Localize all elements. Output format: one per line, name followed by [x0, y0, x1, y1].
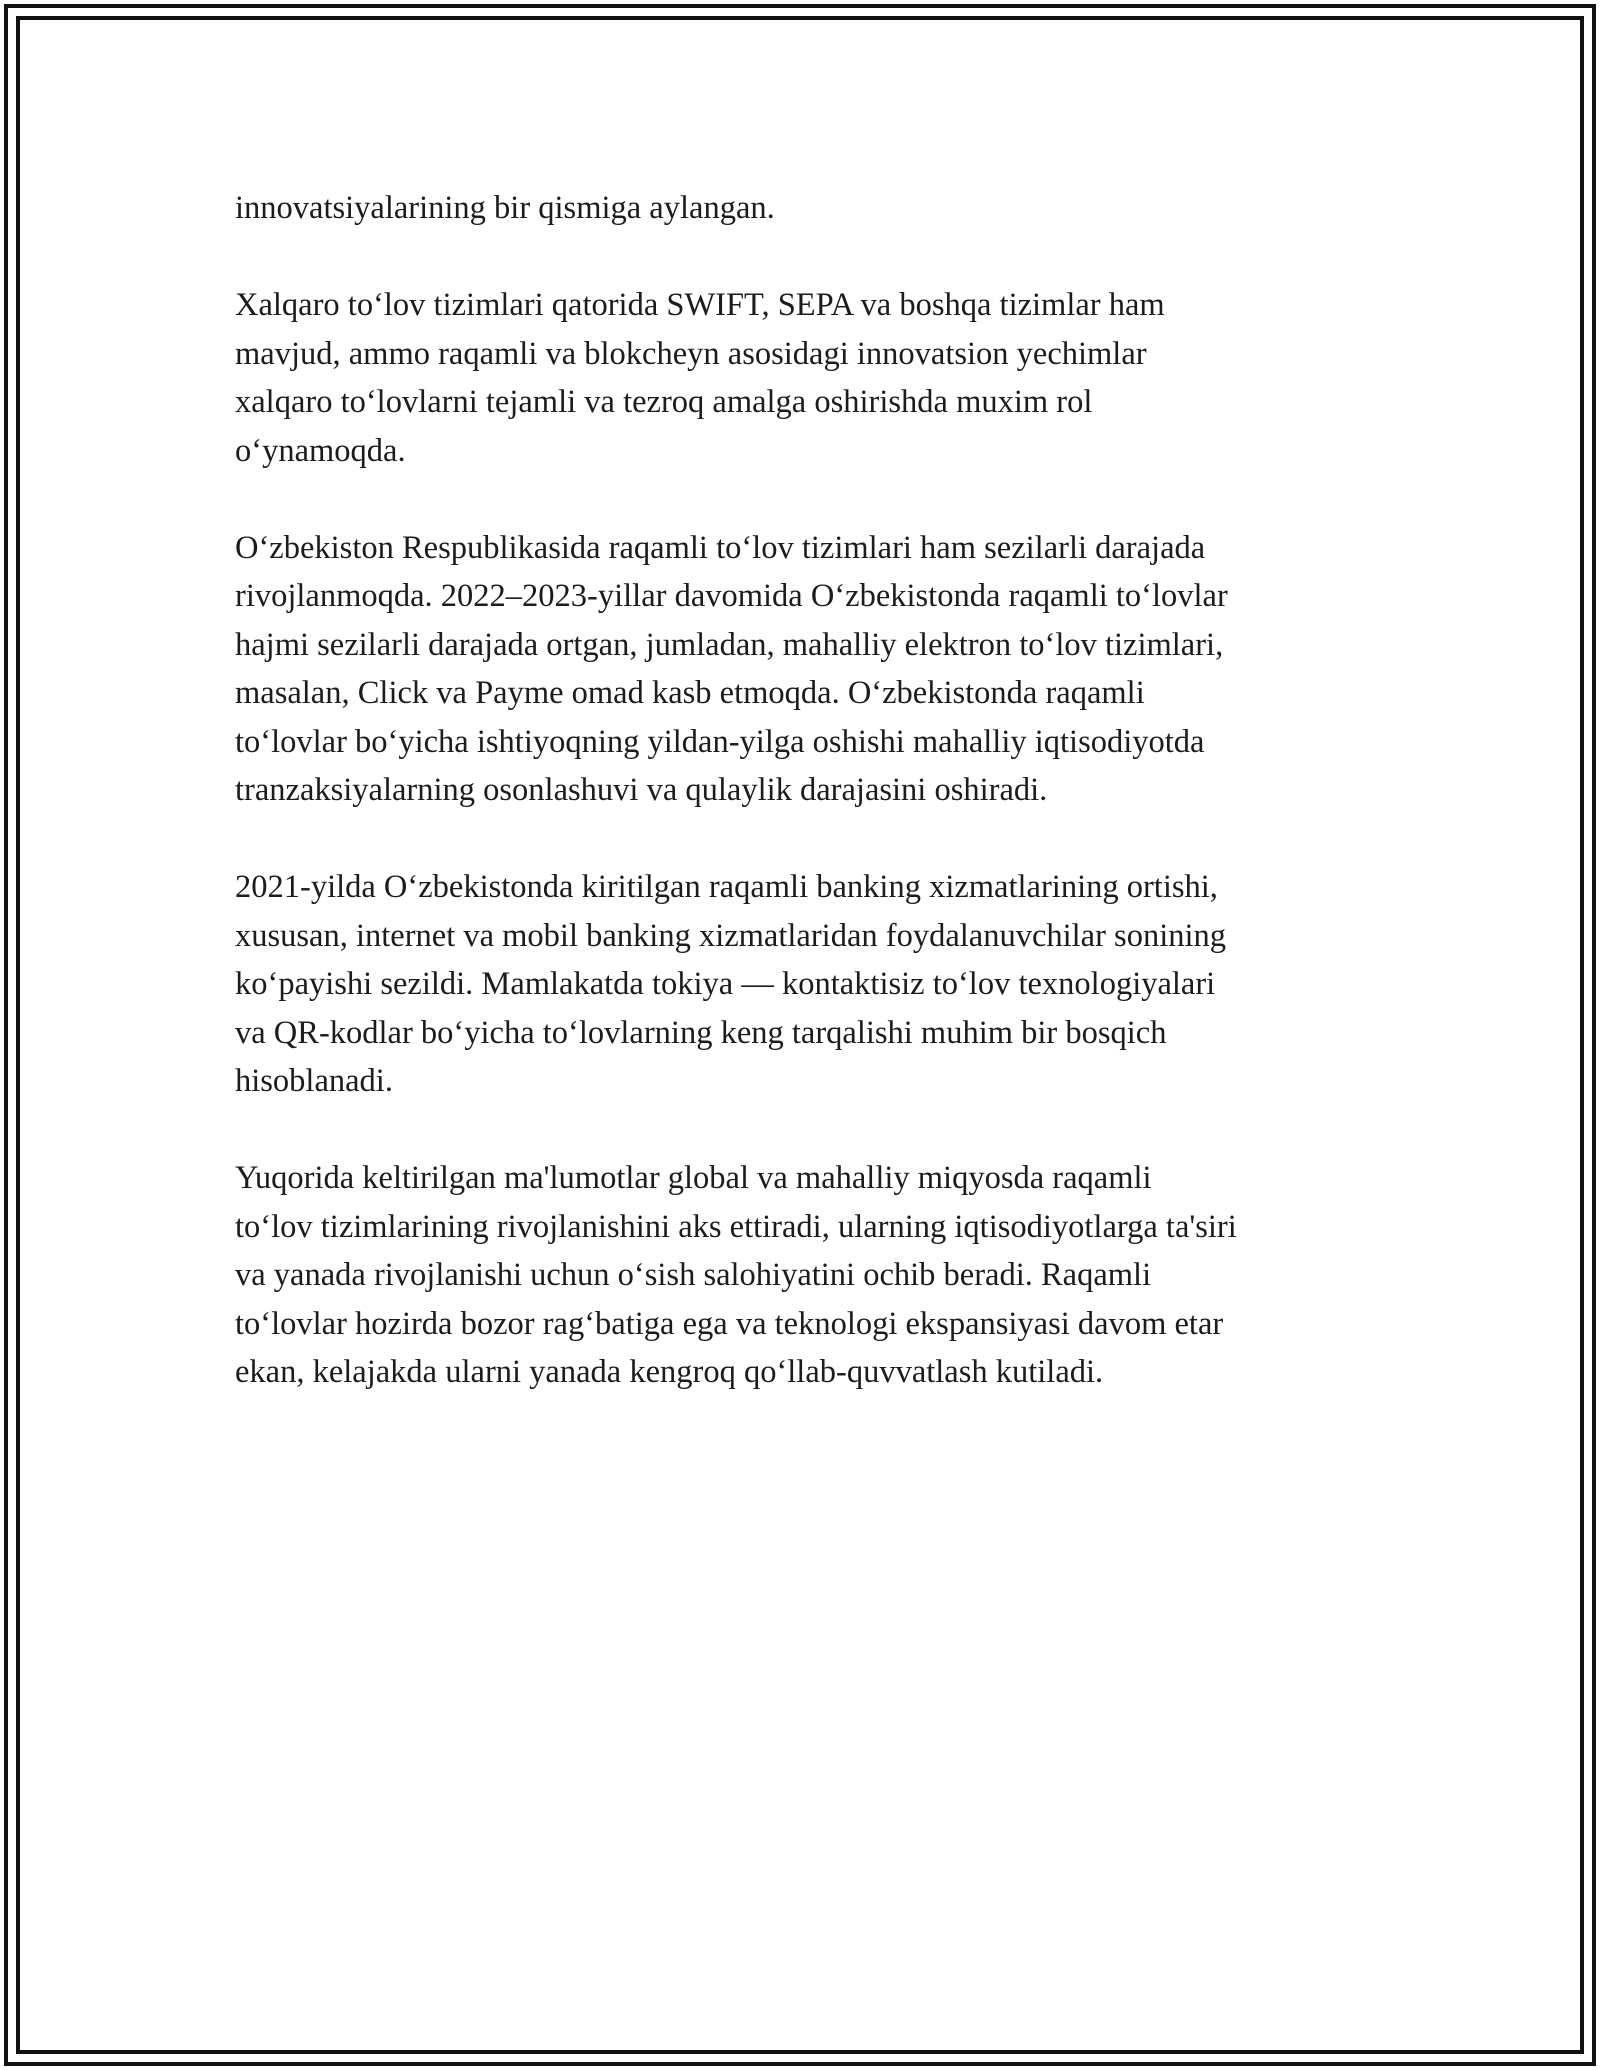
paragraph-4: [235, 863, 1385, 1106]
text-line: to‘lovlar hozirda bozor rag‘batiga ega va teknologi ekspansiyasi davom etar: [235, 1305, 1224, 1342]
text-line: o‘ynamoqda.: [235, 432, 406, 469]
text-line: xususan, internet va mobil banking xizmatlaridan foydalanuvchilar sonining: [235, 917, 1227, 954]
text-line: ekan, kelajakda ularni yanada kengroq qo‘llab-quvvatlash kutiladi.: [235, 1354, 1104, 1390]
text-line: Xalqaro to‘lov tizimlari qatorida SWIFT, SEPA va boshqa tizimlar ham: [235, 287, 1165, 323]
text-line: va QR-kodlar bo‘yicha to‘lovlarning keng tarqalishi muhim bir bosqich: [235, 1014, 1167, 1051]
text-line: hisoblanadi.: [235, 1063, 393, 1099]
text-line: to‘lov tizimlarining rivojlanishini aks ettiradi, ularning iqtisodiyotlarga ta'siri: [235, 1208, 1237, 1245]
document-body: [235, 184, 1385, 1445]
text-line: to‘lovlar bo‘yicha ishtiyoqning yildan-yilga oshishi mahalliy iqtisodiyotda: [235, 723, 1205, 760]
text-line: rivojlanmoqda. 2022–2023-yillar davomida O‘zbekistonda raqamli to‘lovlar: [235, 578, 1228, 614]
text-line: tranzaksiyalarning osonlashuvi va qulaylik darajasini oshiradi.: [235, 772, 1048, 808]
text-line: Yuqorida keltirilgan ma'lumotlar global va mahalliy miqyosda raqamli: [235, 1160, 1152, 1196]
paragraph-5: [235, 1154, 1385, 1397]
text-line: xalqaro to‘lovlarni tejamli va tezroq amalga oshirishda muxim rol: [235, 384, 1093, 420]
paragraph-1: [235, 184, 1385, 233]
text-line: O‘zbekiston Respublikasida raqamli to‘lov tizimlari ham sezilarli darajada: [235, 529, 1206, 566]
paragraph-3: [235, 524, 1385, 815]
paragraph-2: [235, 281, 1385, 475]
text-line: masalan, Click va Payme omad kasb etmoqda. O‘zbekistonda raqamli: [235, 675, 1145, 711]
text-line: va yanada rivojlanishi uchun o‘sish salohiyatini ochib beradi. Raqamli: [235, 1257, 1152, 1293]
text-line: 2021-yilda O‘zbekistonda kiritilgan raqamli banking xizmatlarining ortishi,: [235, 869, 1218, 905]
text-line: hajmi sezilarli darajada ortgan, jumladan, mahalliy elektron to‘lov tizimlari,: [235, 626, 1224, 663]
text-line: innovatsiyalarining bir qismiga aylangan.: [235, 190, 775, 226]
text-line: ko‘payishi sezildi. Mamlakatda tokiya — kontaktisiz to‘lov texnologiyalari: [235, 966, 1216, 1002]
text-line: mavjud, ammo raqamli va blokcheyn asosidagi innovatsion yechimlar: [235, 335, 1147, 372]
